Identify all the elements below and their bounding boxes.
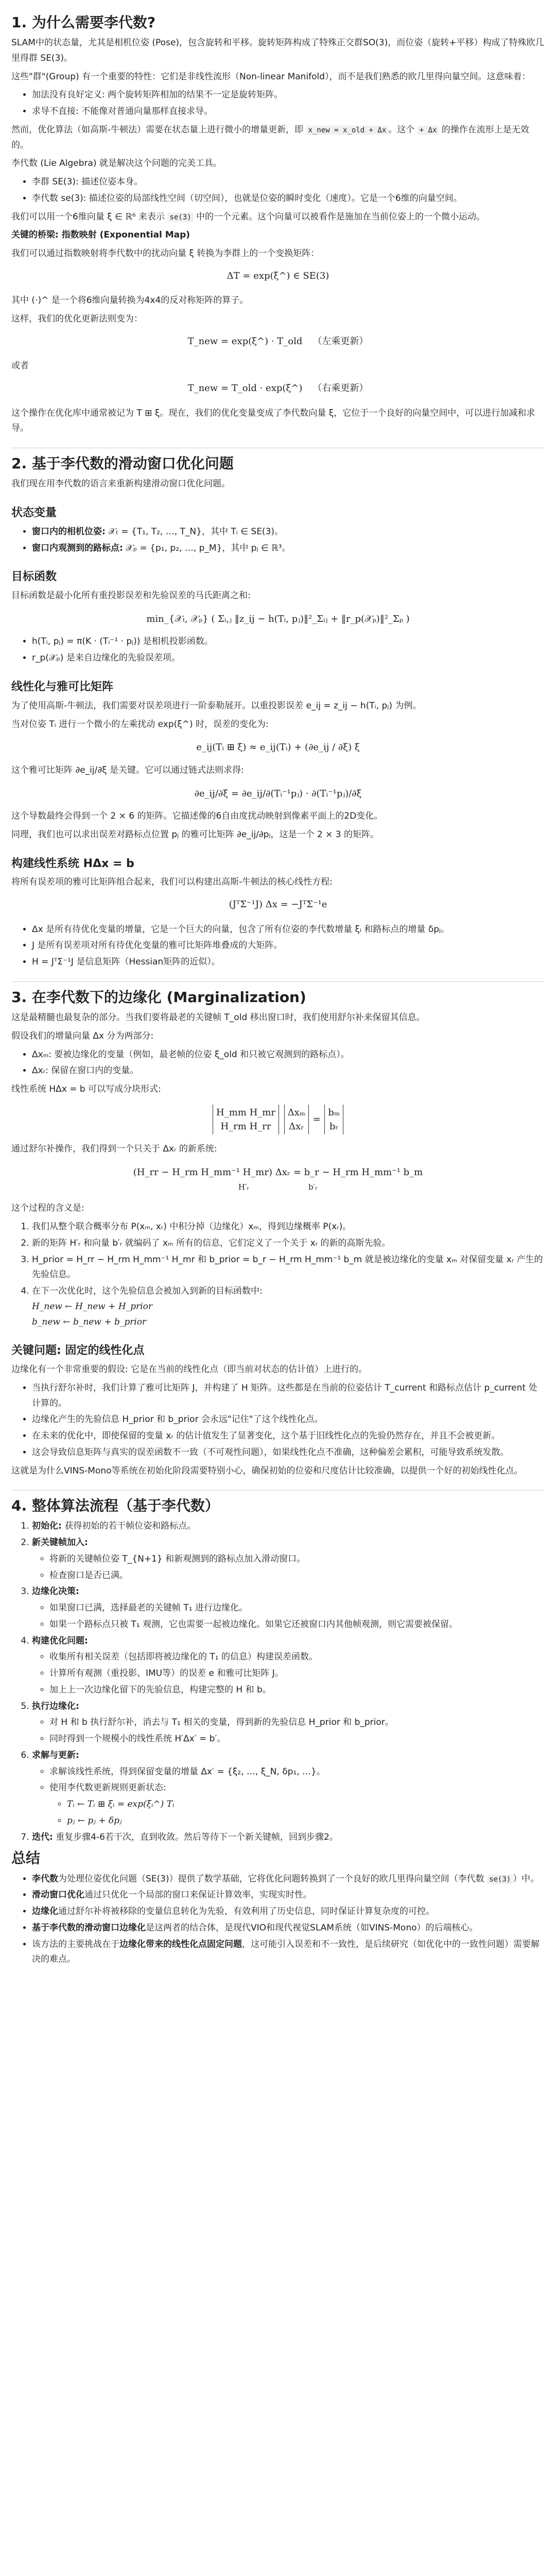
list-item: ◦ 如果一个路标点只被 T₁ 观测，它也需要一起被边缘化。如果它还被窗口内其他帧观测，则它需要被保留。 (49, 1617, 545, 1633)
list-item: 1. 我们从整个联合概率分布 P(xₘ, xᵣ) 中积分掉（边缘化）xₘ，得到边缘概率 P(xᵣ)。 (32, 1219, 545, 1235)
summary-title: 总结 (11, 1850, 41, 1867)
text: 𝒳ₜ = {T₁, T₂, …, T_N}，其中 Tᵢ ∈ SE(3)。 (108, 526, 284, 537)
s1-list-1 (11, 88, 545, 120)
s2-paragraph-5: 这个雅可比矩阵 ∂e_ij/∂ξ 是关键。它可以通过链式法则求得: (11, 765, 244, 775)
equation: e_ij(Tᵢ ⊞ ξ) ≈ e_ij(Tᵢ) + (∂e_ij / ∂ξ) ξ (196, 742, 360, 753)
s3-paragraph-5: 这个过程的含义是: (11, 1203, 84, 1214)
equation: ΔT = exp(ξ^) ∈ SE(3) (227, 270, 329, 281)
list-item: ◦ 如果窗口已满，选择最老的关键帧 T₁ 进行边缘化。 (49, 1601, 545, 1616)
list-item: • 边缘化产生的先验信息 H_prior 和 b_prior 会永远"记住"了这个线性化点。 (32, 1412, 545, 1428)
list-item: • 当执行舒尔补时，我们计算了雅可比矩阵 J，并构建了 H 矩阵。这些都是在当前的位姿估计 T_current 和路标点估计 p_current 处计算的。 (32, 1381, 545, 1412)
term: 构建优化问题: (32, 1635, 88, 1646)
list-item (32, 1872, 545, 1887)
list-item (32, 1584, 545, 1632)
update-rule: H_new ← H_new + H_prior (32, 1301, 153, 1312)
s1-paragraph-7: 其中 (·)^ 是一个将6维向量转换为4x4的反对称矩阵的算子。 (11, 295, 249, 306)
s1-or: 或者 (11, 361, 29, 371)
s3-paragraph-1: 这是最精髓也最复杂的部分。当我们要将最老的关键帧 T_old 移出窗口时，我们使用舒尔补来保留其信息。 (11, 1012, 425, 1023)
inline-code: + Δx (418, 126, 439, 135)
list-item: • 在未来的优化中，即使保留的变量 xᵣ 的估计值发生了显著变化，这个基于旧线性化点的先验仍然存在，并且不会被更新。 (32, 1429, 545, 1444)
term: 滑动窗口优化 (32, 1890, 84, 1901)
s2-heading-system: 构建线性系统 HΔx = b (11, 857, 134, 870)
list-item (32, 1519, 545, 1534)
update-rule: b_new ← b_new + b_prior (32, 1316, 147, 1327)
list-item: ◦ 将新的关键帧位姿 T_{N+1} 和新观测到的路标点加入滑动窗口。 (49, 1552, 545, 1567)
term: 执行边缘化: (32, 1701, 79, 1711)
equation (11, 380, 545, 397)
section-4-title: 4. 整体算法流程（基于李代数） (11, 1497, 219, 1515)
equation-underbraces (11, 1180, 545, 1194)
s2-heading-linearization: 线性化与雅可比矩阵 (11, 680, 114, 693)
schur-equation (11, 1164, 545, 1194)
text: 使用李代数更新规则更新状态: (49, 1783, 166, 1793)
list-item: • Δxᵣ: 保留在窗口内的变量。 (32, 1063, 545, 1079)
sub-list (32, 1715, 545, 1747)
list-item: • 这会导致信息矩阵与真实的误差函数不一致（不可观性问题），如果线性化点不准确，这种偏差会累积，可能导致系统发散。 (32, 1445, 545, 1461)
equation-body: T_new = T_old · exp(ξ^) (187, 383, 303, 394)
s1-paragraph-6: 我们可以通过指数映射将李代数中的扰动向量 ξ 转换为李群上的一个变换矩阵： (11, 248, 320, 259)
s1-paragraph-8: 这样，我们的优化更新法则变为： (11, 314, 143, 325)
section-1-title: 1. 为什么需要李代数? (11, 14, 156, 31)
text: 中的一个元素。这个向量可以被看作是施加在当前位姿上的一个微小运动。 (196, 211, 485, 222)
s1-list-2 (11, 175, 545, 207)
list-item: 3. H_prior = H_rr − H_rm H_mm⁻¹ H_mr 和 b_prior = b_r − H_rm H_mm⁻¹ b_m 就是被边缘化的变量 xₘ 对保留变量 xᵣ 产生的先验信息。 (32, 1252, 545, 1283)
s3-heading-fixed: 关键问题: 固定的线性化点 (11, 1344, 145, 1358)
list-item: ◦ 计算所有观测（重投影、IMU等）的误差 e 和雅可比矩阵 J。 (49, 1666, 545, 1682)
sub-sub-list (49, 1797, 545, 1829)
s2-heading-state: 状态变量 (11, 506, 57, 520)
term: 初始化: (32, 1521, 62, 1532)
s1-paragraph-9: 这个操作在优化库中通常被记为 T ⊞ ξ。现在，我们的优化变量变成了李代数向量 ξ，它位于一个良好的向量空间中，可以进行加减和求导。 (11, 408, 535, 434)
s3-paragraph-4: 通过舒尔补操作，我们得到一个只关于 Δxᵣ 的新系统: (11, 1143, 217, 1154)
vector-entry: Δxₘ (287, 1107, 305, 1118)
term: 窗口内的相机位姿: (32, 526, 106, 537)
text: 我们可以用一个6维向量 ξ ∈ ℝ⁶ 来表示 (11, 211, 165, 222)
s2-paragraph-2: 目标函数是最小化所有重投影误差和先验误差的马氏距离之和: (11, 590, 251, 601)
s3-list-2 (11, 1381, 545, 1461)
list-item: • H = JᵀΣ⁻¹J 是信息矩阵（Hessian矩阵的近似）。 (32, 955, 545, 970)
term: 基于李代数的滑动窗口边缘化 (32, 1922, 146, 1933)
section-2-title: 2. 基于李代数的滑动窗口优化问题 (11, 455, 234, 472)
inline-code: se(3) (167, 213, 193, 222)
matrix-h (213, 1105, 279, 1134)
s2-paragraph-3: 为了使用高斯-牛顿法，我们需要对误差项进行一阶泰勒展开。以重投影误差 e_ij = z_ij − h(Tᵢ, pⱼ) 为例。 (11, 700, 422, 711)
s3-paragraph-2: 假设我们的增量向量 Δx 分为两部分: (11, 1030, 154, 1041)
text: 。这个 (388, 124, 415, 135)
vector-entry: bₘ (328, 1107, 340, 1118)
equation (11, 333, 545, 350)
sub-list (32, 1552, 545, 1584)
text: 获得初始的若干帧位姿和路标点。 (64, 1521, 196, 1532)
list-item (32, 524, 545, 540)
divider (11, 981, 545, 982)
text: ）中。 (513, 1873, 540, 1884)
text: 重复步骤4-6若干次，直到收敛。然后等待下一个新关键帧，回到步骤2。 (56, 1832, 338, 1842)
s1-paragraph-5 (11, 210, 545, 225)
term: 新关键帧加入: (32, 1537, 88, 1548)
list-item: ◦ 同时得到一个规模小的线性系统 H′Δx′ = b′。 (49, 1732, 545, 1747)
matrix-row: H_mm H_mr (216, 1107, 275, 1118)
list-item: • 求导不直接: 不能像对普通向量那样直接求导。 (32, 104, 545, 120)
s1-paragraph-3 (11, 123, 545, 154)
s1-paragraph-2: 这些"群"(Group) 有一个重要的特性：它们是非线性流形（Non-linear Manifold），而不是我们熟悉的欧几里得向量空间。这意味着： (11, 71, 531, 82)
term: 边缘化带来的线性化点固定问题 (119, 1939, 242, 1950)
s2-paragraph-1: 我们现在用李代数的语言来重新构建滑动窗口优化问题。 (11, 479, 230, 489)
text: 𝒳ₚ = {p₁, p₂, …, p_M}，其中 pⱼ ∈ ℝ³。 (126, 543, 291, 553)
list-item: ◦ Tᵢ ← Tᵢ ⊞ ξᵢ = exp(ξᵢ^) Tᵢ (67, 1797, 545, 1812)
list-item: • 李代数 se(3): 描述位姿的局部线性空间（切空间），也就是位姿的瞬时变化（速度）。它是一个6维的向量空间。 (32, 191, 545, 207)
list-item (32, 1904, 545, 1920)
summary-list (11, 1872, 545, 1968)
equation-body: T_new = exp(ξ^) · T_old (187, 335, 303, 347)
list-item: ◦ 加上上一次边缘化留下的先验信息，构建完整的 H 和 b。 (49, 1683, 545, 1698)
matrix-row: H_rm H_rr (220, 1121, 271, 1132)
underbrace-left: H′ᵣ (238, 1182, 250, 1192)
sub-list (32, 1650, 545, 1698)
s2-paragraph-7: 同理，我们也可以求出误差对路标点位置 pⱼ 的雅可比矩阵 ∂e_ij/∂pⱼ，这是一个 2 × 3 的矩阵。 (11, 829, 379, 840)
list-item (32, 1699, 545, 1747)
list-item: • r_p(𝒳ₚ) 是来自边缘化的先验误差项。 (32, 651, 545, 666)
s1-subheading-exp (11, 228, 545, 243)
list-item (49, 1781, 545, 1828)
list-item (32, 1284, 545, 1330)
list-item: 2. 新的矩阵 H′ᵣ 和向量 b′ᵣ 就编码了 xₘ 所有的信息，它们定义了一个关于 xᵣ 的新的高斯先验。 (32, 1236, 545, 1251)
s1-paragraph-1: SLAM中的状态量，尤其是相机位姿 (Pose)，包含旋转和平移。旋转矩阵构成了特殊正交群SO(3)，而位姿（旋转+平移）构成了特殊欧几里得群 SE(3)。 (11, 38, 544, 63)
text: 是这两者的结合体，是现代VIO和现代视觉SLAM系统（如VINS-Mono）的后端核心。 (146, 1922, 478, 1933)
subheading: 关键的桥梁: 指数映射 (Exponential Map) (11, 230, 190, 241)
text: 通过只优化一个局部的窗口来保证计算效率，实现实时性。 (84, 1890, 312, 1901)
term: 李代数 (32, 1873, 58, 1884)
list-item (32, 1921, 545, 1936)
vector-entry: bᵣ (329, 1121, 339, 1132)
inline-code: x_new = x_old + Δx (306, 126, 389, 135)
s3-paragraph-6: 边缘化有一个非常重要的假设: 它是在当前的线性化点（即当前对状态的估计值）上进行的。 (11, 1364, 368, 1375)
list-item (32, 1748, 545, 1829)
text: ，这可能引入误差和不一致性，是后续研究（如优化中的一致性问题）需要解决的难点。 (32, 1939, 540, 1965)
list-item (32, 541, 545, 556)
list-item (32, 1937, 545, 1968)
text: 为处理位姿优化问题（SE(3)）提供了数学基础，它将优化问题转换到了一个良好的欧几里得向量空间（李代数 (58, 1873, 484, 1884)
list-item: • J 是所有误差项对所有待优化变量的雅可比矩阵堆叠成的大矩阵。 (32, 938, 545, 954)
list-item: ◦ 收集所有相关误差（包括即将被边缘化的 T₁ 的信息）构建误差函数。 (49, 1650, 545, 1665)
term: 迭代: (32, 1832, 53, 1842)
text: 在下一次优化时，这个先验信息会被加入到新的目标函数中: (32, 1286, 263, 1296)
s1-paragraph-4: 李代数 (Lie Algebra) 就是解决这个问题的完美工具。 (11, 158, 222, 169)
s2-list-state (11, 524, 545, 556)
equation-body: (H_rr − H_rm H_mm⁻¹ H_mr) Δxᵣ = b_r − H_rm H_mm⁻¹ b_m (133, 1166, 423, 1178)
equation: ∂e_ij/∂ξ = ∂e_ij/∂(Tᵢ⁻¹pⱼ) · ∂(Tᵢ⁻¹pⱼ)/∂ξ (194, 788, 362, 799)
text: 然而，优化算法（如高斯-牛顿法）需要在状态量上进行微小的增量更新，即 (11, 124, 304, 135)
text: 通过舒尔补将被移除的变量信息转化为先验，有效利用了历史信息，同时保证计算复杂度的可控。 (58, 1906, 435, 1917)
list-item (32, 1888, 545, 1903)
inline-code: se(3) (487, 1875, 513, 1884)
text: 该方法的主要挑战在于 (32, 1939, 119, 1950)
text: 的操作在流形上是无效的。 (11, 124, 529, 150)
list-item: ◦ 检查窗口是否已满。 (49, 1568, 545, 1584)
s2-paragraph-6: 这个导数最终会得到一个 2 × 6 的矩阵。它描述像的6自由度扰动映射到像素平面上的2D变化。 (11, 811, 383, 822)
s2-paragraph-8: 将所有误差项的雅可比矩阵组合起来，我们可以构建出高斯-牛顿法的核心线性方程: (11, 877, 333, 888)
list-item (32, 1535, 545, 1583)
equation-note: （左乘更新） (312, 335, 369, 347)
list-item: • 李群 SE(3): 描述位姿本身。 (32, 175, 545, 190)
vector-dx (284, 1105, 309, 1134)
s2-heading-objective: 目标函数 (11, 570, 57, 584)
list-item: ◦ 求解该线性系统，得到保留变量的增量 Δx′ = {ξ₂, …, ξ_N, δp₁, …}。 (49, 1765, 545, 1780)
equation-note: （右乘更新） (312, 383, 369, 394)
term: 边缘化决策: (32, 1586, 79, 1597)
list-item: • Δxₘ: 要被边缘化的变量（例如，最老帧的位姿 ξ_old 和只被它观测到的路标点）。 (32, 1047, 545, 1063)
list-item: • 加法没有良好定义: 两个旋转矩阵相加的结果不一定是旋转矩阵。 (32, 88, 545, 103)
list-item: • Δx 是所有待优化变量的增量，它是一个巨大的向量，包含了所有位姿的李代数增量 ξᵢ 和路标点的增量 δpⱼ。 (32, 922, 545, 938)
s4-ordered-list (11, 1519, 545, 1845)
term: 求解与更新: (32, 1750, 79, 1760)
list-item (32, 1830, 545, 1845)
term: 边缘化 (32, 1906, 58, 1917)
list-item: • h(Tᵢ, pⱼ) = π(K · (Tᵢ⁻¹ · pⱼ)) 是相机投影函数。 (32, 634, 545, 650)
section-3-title: 3. 在李代数下的边缘化 (Marginalization) (11, 988, 306, 1006)
s3-paragraph-3: 线性系统 HΔx = b 可以写成分块形式: (11, 1084, 161, 1094)
s3-list-1 (11, 1047, 545, 1079)
equation: (JᵀΣ⁻¹J) Δx = −JᵀΣ⁻¹e (229, 899, 327, 910)
block-matrix-equation: H_mm H_mr H_rm H_rr Δxₘ Δxᵣ = bₘ bᵣ (11, 1105, 545, 1134)
equation: min_{𝒳ₜ, 𝒳ₚ} ( Σᵢ,ⱼ ‖z_ij − h(Tᵢ, pⱼ)‖²_Σᵢⱼ + ‖r_p(𝒳ₚ)‖²_Σₚ ) (146, 613, 410, 624)
underbrace-right: b′ᵣ (308, 1182, 318, 1192)
s3-paragraph-7: 这就是为什么VINS-Mono等系统在初始化阶段需要特别小心，确保初始的位姿和尺度估计比较准确，以提供一个好的初始线性化点。 (11, 1465, 523, 1476)
list-item: ◦ 对 H 和 b 执行舒尔补，消去与 T₁ 相关的变量，得到新的先验信息 H_prior 和 b_prior。 (49, 1715, 545, 1731)
sub-list (32, 1601, 545, 1633)
vector-entry: Δxᵣ (289, 1121, 304, 1132)
s2-paragraph-4: 当对位姿 Tᵢ 进行一个微小的左乘扰动 exp(ξ^) 时，误差的变化为: (11, 719, 269, 730)
s2-list-objective (11, 634, 545, 666)
list-item: ◦ pⱼ ← pⱼ + δpⱼ (67, 1814, 545, 1829)
term: 窗口内观测到的路标点: (32, 543, 123, 553)
list-item (32, 1634, 545, 1698)
sub-list (32, 1765, 545, 1829)
s3-ordered-list (11, 1219, 545, 1330)
vector-b (324, 1105, 343, 1134)
s2-list-system (11, 922, 545, 970)
